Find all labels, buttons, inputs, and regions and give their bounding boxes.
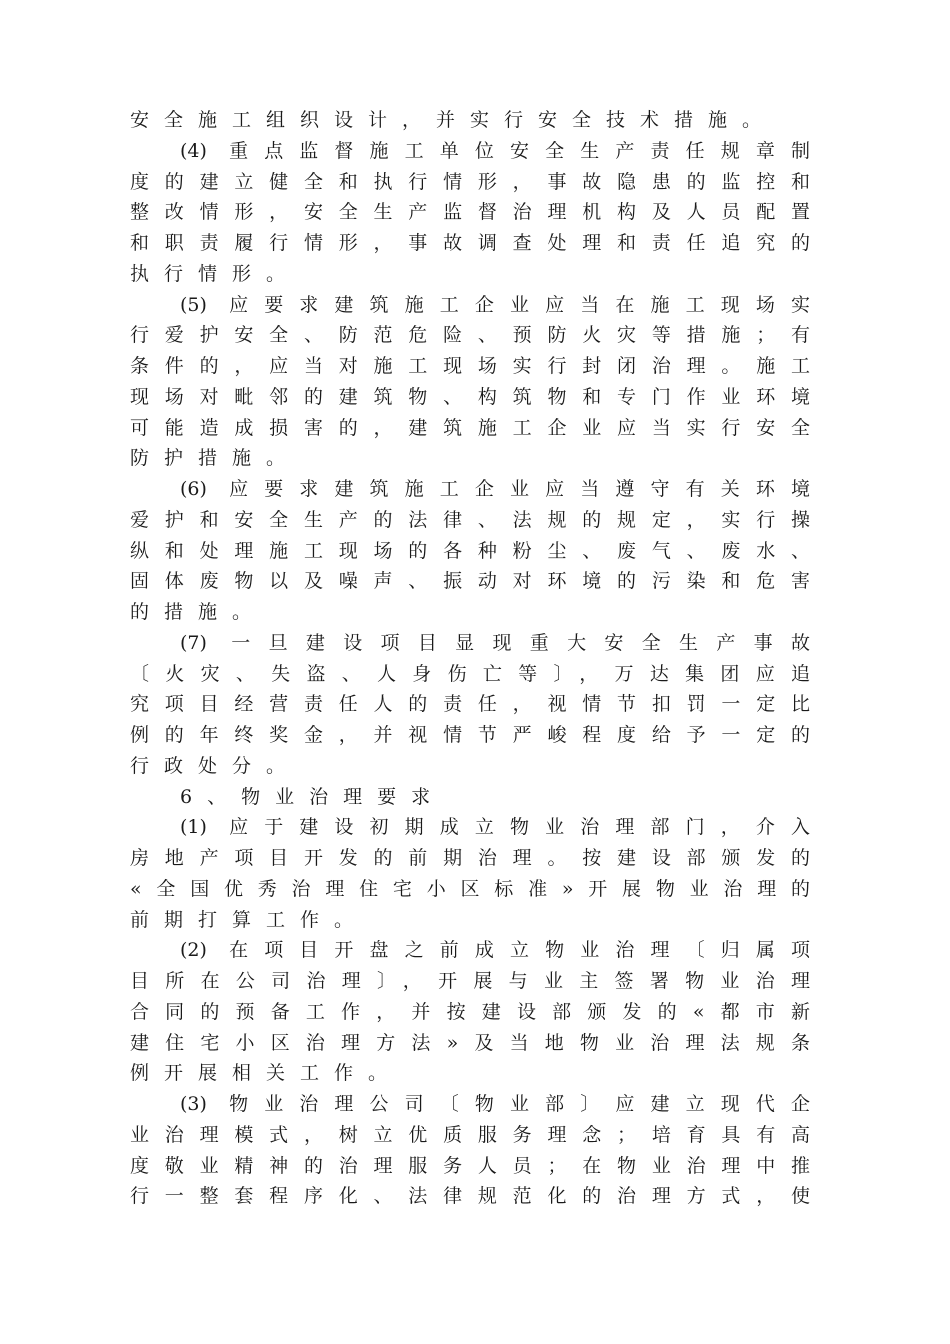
text-line: 业治理模式，树立优质服务理念；培育具有高 bbox=[130, 1123, 810, 1146]
text-line: 建住宅小区治理方法»及当地物业治理法规条 bbox=[130, 1031, 810, 1054]
text-line: 防护措施。 bbox=[130, 447, 301, 470]
text-line: 固体废物以及噪声、振动对环境的污染和危害 bbox=[130, 570, 810, 593]
text-line: 爱护和安全生产的法律、法规的规定，实行操 bbox=[130, 508, 810, 531]
text-line: 例开展相关工作。 bbox=[130, 1062, 403, 1085]
text-line: 安全施工组织设计，并实行安全技术措施。 bbox=[130, 109, 777, 131]
text-line: 现场对毗邻的建筑物、构筑物和专门作业环境 bbox=[130, 385, 810, 408]
text-line: 的措施。 bbox=[130, 601, 267, 623]
text-line: «全国优秀治理住宅小区标准»开展物业治理的 bbox=[130, 877, 810, 900]
text-line: (7) 一旦建设项目显现重大安全生产事故 bbox=[180, 631, 810, 654]
text-line: 行爱护安全、防范危险、预防火灾等措施；有 bbox=[130, 324, 810, 347]
text-line: (4) 重点监督施工单位安全生产责任规章制 bbox=[180, 139, 810, 162]
text-line: 前期打算工作。 bbox=[130, 908, 369, 931]
text-line: (1) 应于建设初期成立物业治理部门，介入 bbox=[180, 816, 810, 839]
text-line: 执行情形。 bbox=[130, 262, 301, 285]
text-line: 可能造成损害的，建筑施工企业应当实行安全 bbox=[130, 416, 810, 439]
text-line: 度的建立健全和执行情形，事故隐患的监控和 bbox=[130, 170, 810, 193]
text-line: 行一整套程序化、法律规范化的治理方式，使 bbox=[130, 1185, 810, 1208]
text-line: 例的年终奖金，并视情节严峻程度给予一定的 bbox=[130, 724, 810, 746]
text-line: 6、物业治理要求 bbox=[180, 785, 446, 808]
text-line: 度敬业精神的治理服务人员；在物业治理中推 bbox=[130, 1154, 810, 1177]
text-line: 和职责履行情形，事故调查处理和责任追究的 bbox=[130, 232, 810, 254]
text-line: 目所在公司治理〕，开展与业主签署物业治理 bbox=[130, 970, 810, 992]
text-line: 房地产项目开发的前期治理。按建设部颁发的 bbox=[130, 847, 810, 869]
text-line: (2) 在项目开盘之前成立物业治理〔归属项 bbox=[180, 939, 810, 962]
text-line: (5) 应要求建筑施工企业应当在施工现场实 bbox=[180, 293, 810, 316]
text-line: 〔火灾、失盗、人身伤亡等〕，万达集团应追 bbox=[130, 662, 810, 685]
text-line: (3) 物业治理公司〔物业部〕应建立现代企 bbox=[180, 1093, 810, 1115]
text-line: 整改情形，安全生产监督治理机构及人员配置 bbox=[130, 201, 810, 224]
text-line: 究项目经营责任人的责任，视情节扣罚一定比 bbox=[130, 693, 810, 716]
text-line: 合同的预备工作，并按建设部颁发的«都市新 bbox=[130, 1000, 810, 1023]
text-line: 纵和处理施工现场的各种粉尘、废气、废水、 bbox=[130, 539, 810, 562]
text-line: 条件的，应当对施工现场实行封闭治理。施工 bbox=[130, 355, 810, 377]
text-line: 行政处分。 bbox=[130, 754, 301, 777]
text-line: (6) 应要求建筑施工企业应当遵守有关环境 bbox=[180, 478, 810, 500]
